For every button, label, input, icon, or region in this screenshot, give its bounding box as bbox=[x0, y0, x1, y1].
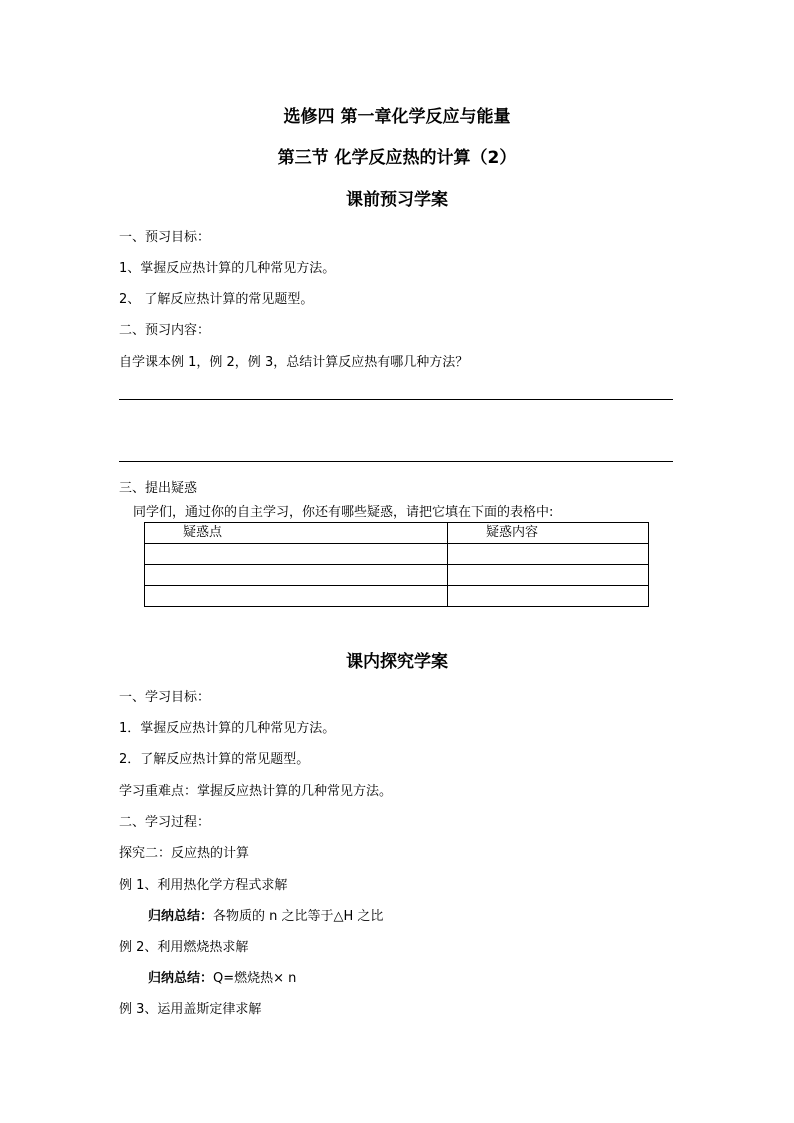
header-doubt-point: 疑惑点 bbox=[145, 523, 448, 544]
table-cell[interactable] bbox=[448, 565, 649, 586]
pre-goal-item-2: 2、 了解反应热计算的常见题型。 bbox=[119, 292, 314, 307]
table-cell[interactable] bbox=[448, 544, 649, 565]
example-1: 例 1、利用热化学方程式求解 bbox=[119, 878, 288, 893]
process-label: 二、学习过程： bbox=[119, 815, 211, 830]
table-cell[interactable] bbox=[448, 586, 649, 607]
summary-1-text: 各物质的 n 之比等于△H 之比 bbox=[213, 909, 384, 924]
table-cell[interactable] bbox=[145, 544, 448, 565]
pre-goal-item-1: 1、掌握反应热计算的几种常见方法。 bbox=[119, 261, 336, 276]
doubt-table bbox=[144, 522, 649, 607]
table-row bbox=[145, 544, 649, 565]
pre-goal-label: 一、预习目标： bbox=[119, 230, 211, 245]
header-doubt-content: 疑惑内容 bbox=[448, 523, 649, 544]
pre-study-heading: 课前预习学案 bbox=[346, 190, 448, 210]
inclass-goal-label: 一、学习目标： bbox=[119, 690, 211, 705]
table-header-row bbox=[145, 523, 649, 544]
summary-2-label: 归纳总结： bbox=[148, 971, 214, 986]
answer-line-2 bbox=[119, 461, 673, 462]
answer-line-1 bbox=[119, 399, 673, 400]
summary-1 bbox=[148, 909, 383, 925]
table-cell[interactable] bbox=[145, 565, 448, 586]
inclass-goal-item-1: 1．掌握反应热计算的几种常见方法。 bbox=[119, 721, 336, 736]
inclass-goal-item-2: 2．了解反应热计算的常见题型。 bbox=[119, 752, 310, 767]
chapter-title: 选修四 第一章化学反应与能量 bbox=[283, 107, 511, 127]
doubt-intro: 同学们，通过你的自主学习，你还有哪些疑惑，请把它填在下面的表格中: bbox=[133, 505, 554, 520]
table-cell[interactable] bbox=[145, 586, 448, 607]
key-point: 学习重难点：掌握反应热计算的几种常见方法。 bbox=[119, 784, 393, 799]
doubt-label: 三、提出疑惑 bbox=[119, 481, 198, 496]
example-3: 例 3、运用盖斯定律求解 bbox=[119, 1002, 262, 1017]
example-2: 例 2、利用燃烧热求解 bbox=[119, 940, 249, 955]
pre-content-text: 自学课本例 1，例 2，例 3，总结计算反应热有哪几种方法？ bbox=[119, 355, 469, 370]
summary-2 bbox=[148, 971, 296, 987]
summary-2-text: Q=燃烧热× n bbox=[213, 971, 297, 986]
inclass-heading: 课内探究学案 bbox=[346, 652, 448, 672]
table-row bbox=[145, 586, 649, 607]
pre-content-label: 二、预习内容： bbox=[119, 323, 211, 338]
summary-1-label: 归纳总结： bbox=[148, 909, 214, 924]
section-title: 第三节 化学反应热的计算（2） bbox=[277, 148, 517, 168]
explore-label: 探究二：反应热的计算 bbox=[119, 846, 250, 861]
table-row bbox=[145, 565, 649, 586]
